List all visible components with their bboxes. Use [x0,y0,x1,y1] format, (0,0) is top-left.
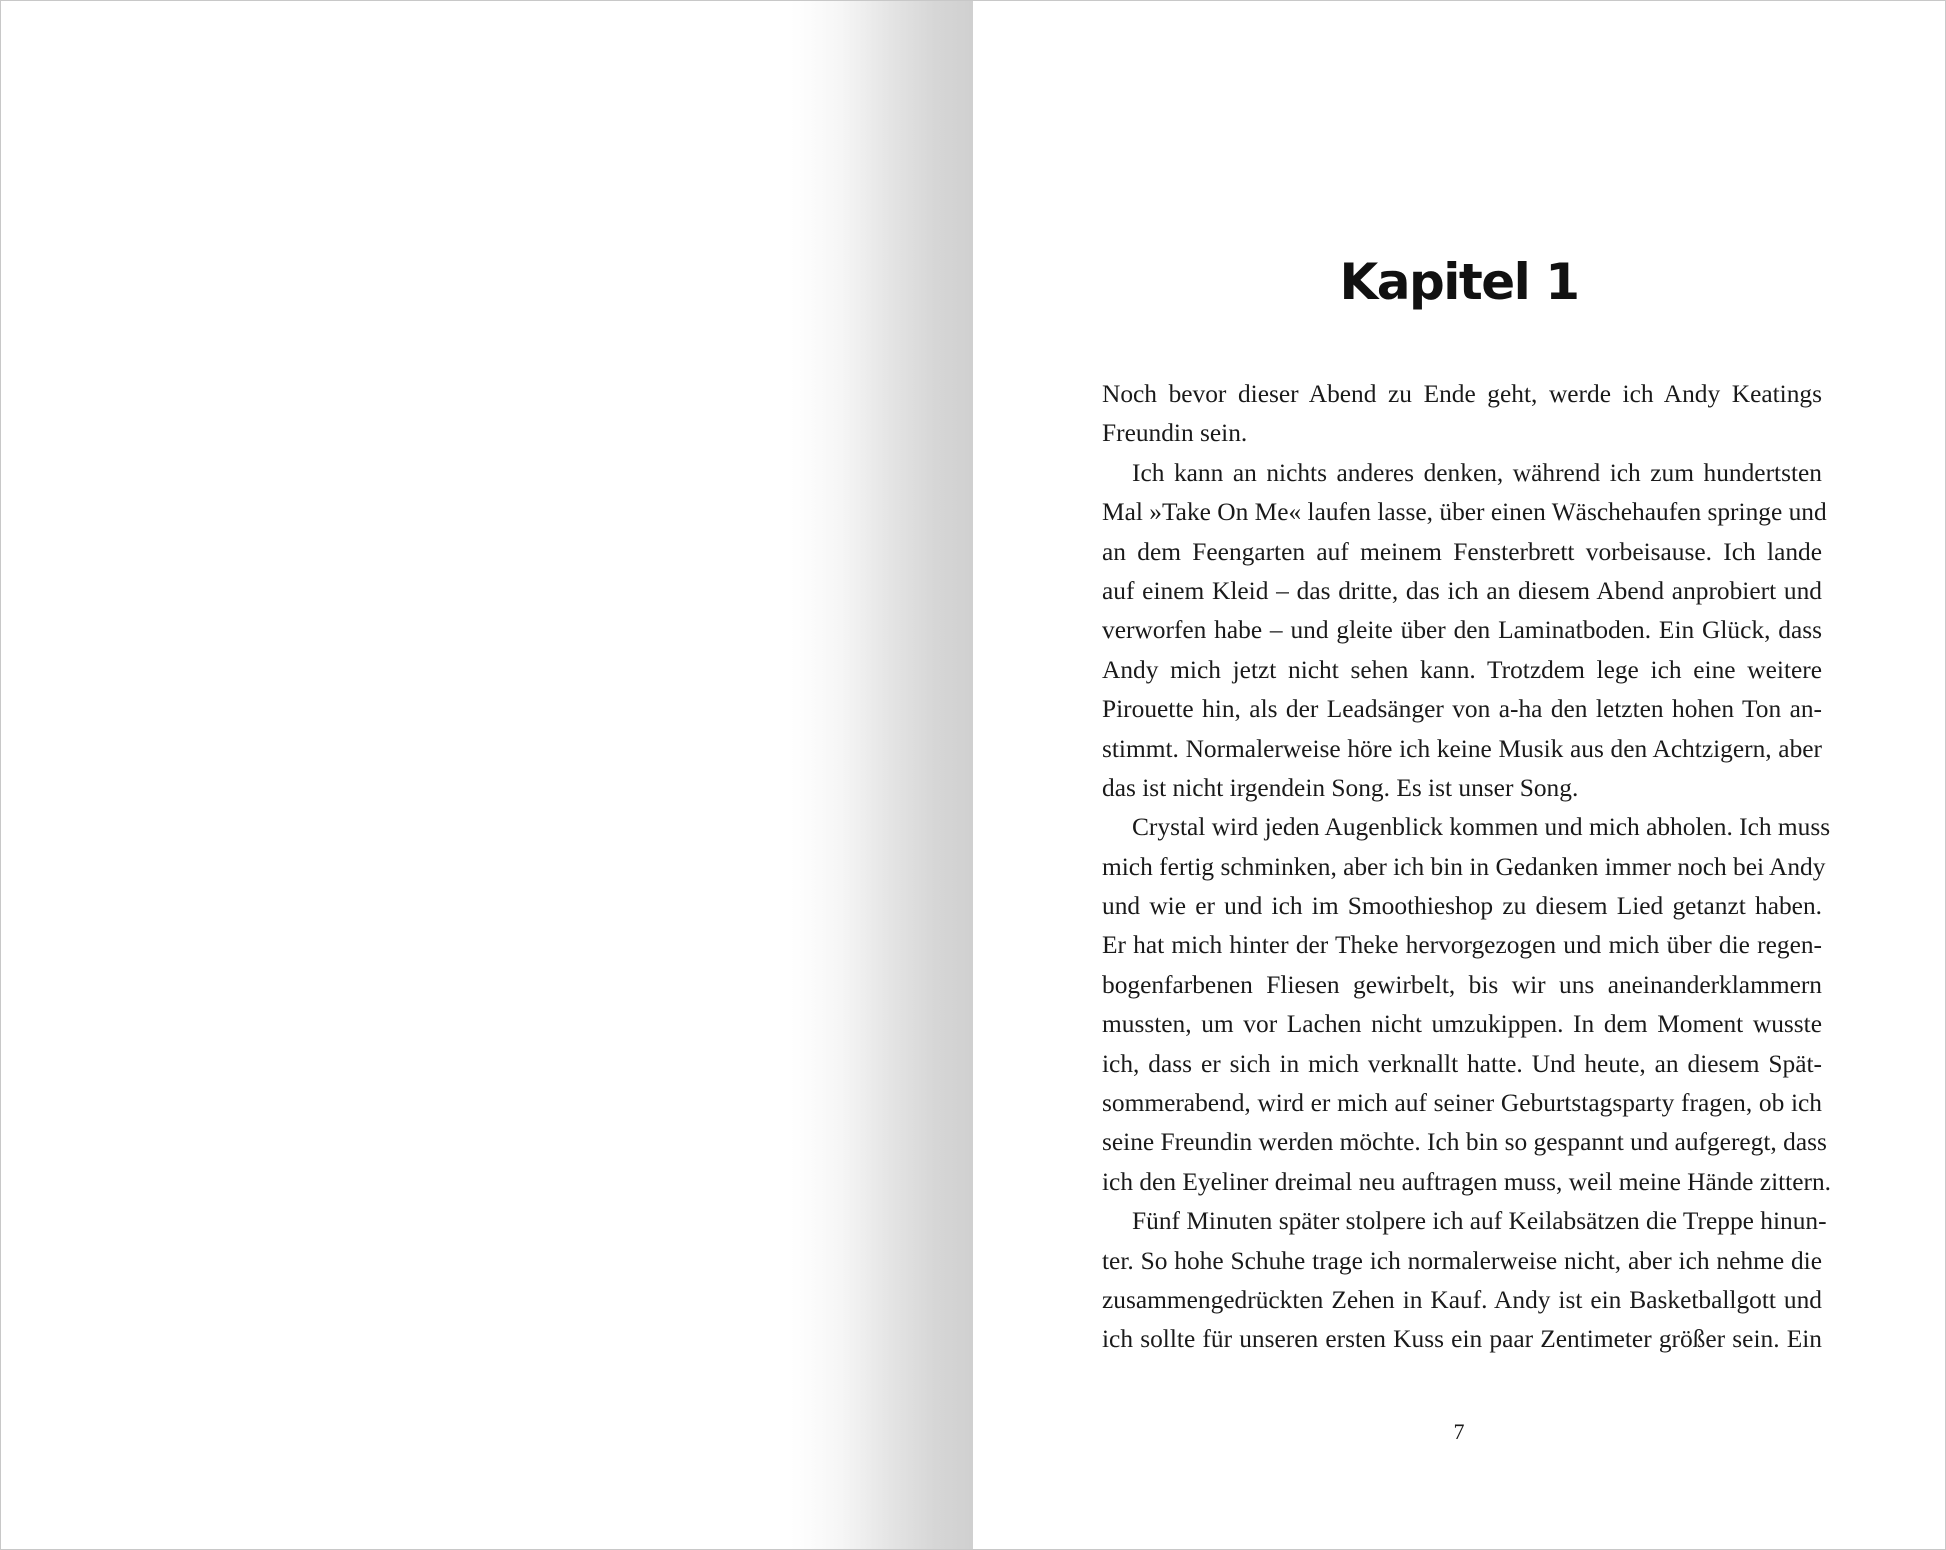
chapter-title: Kapitel 1 [1339,253,1579,311]
text-line: mussten, um vor Lachen nicht umzukippen. In dem Moment wusste [1102,1010,1822,1039]
text-line: ich sollte für unseren ersten Kuss ein paar Zentimeter größer sein. Ein [1102,1325,1822,1354]
text-line: Er hat mich hinter der Theke hervorgezogen und mich über die regen- [1102,931,1822,960]
text-line: und wie er und ich im Smoothieshop zu diesem Lied getanzt haben. [1102,892,1822,921]
text-line: Andy mich jetzt nicht sehen kann. Trotzdem lege ich eine weitere [1102,655,1822,684]
text-line: mich fertig schminken, aber ich bin in Gedanken immer noch bei Andy [1102,852,1826,881]
body-text [1102,375,1832,1360]
text-line: verworfen habe – und gleite über den Laminatboden. Ein Glück, dass [1102,616,1822,645]
text-line: ich, dass er sich in mich verknallt hatte. Und heute, an diesem Spät- [1102,1049,1822,1078]
left-page [1,1,973,1549]
text-line: ich den Eyeliner dreimal neu auftragen muss, weil meine Hände zittern. [1102,1167,1832,1196]
right-page [973,1,1945,1549]
text-line: seine Freundin werden möchte. Ich bin so gespannt und aufgeregt, dass [1102,1128,1827,1157]
text-line: Noch bevor dieser Abend zu Ende geht, werde ich Andy Keatings [1102,380,1822,408]
text-line: Mal »Take On Me« laufen lasse, über einen Wäschehaufen springe und [1102,498,1827,527]
text-line: Fünf Minuten später stolpere ich auf Keilabsätzen die Treppe hinun- [1132,1207,1827,1236]
text-line: an dem Feengarten auf meinem Fensterbrett vorbeisause. Ich lande [1102,537,1822,566]
text-line: Crystal wird jeden Augenblick kommen und mich abholen. Ich muss [1132,813,1831,842]
text-line: stimmt. Normalerweise höre ich keine Musik aus den Achtzigern, aber [1102,734,1822,763]
text-line: sommerabend, wird er mich auf seiner Geburtstagsparty fragen, ob ich [1102,1089,1822,1118]
text-line: auf einem Kleid – das dritte, das ich an diesem Abend anprobiert und [1102,576,1822,605]
page-number: 7 [1453,1419,1465,1444]
text-line: zusammengedrückten Zehen in Kauf. Andy ist ein Basketballgott und [1102,1285,1822,1314]
text-line: Freundin sein. [1102,419,1248,448]
text-line: ter. So hohe Schuhe trage ich normalerweise nicht, aber ich nehme die [1102,1246,1822,1275]
text-line: das ist nicht irgendein Song. Es ist unser Song. [1102,773,1579,802]
text-line: bogenfarbenen Fliesen gewirbelt, bis wir uns aneinanderklammern [1102,970,1822,999]
text-line: Pirouette hin, als der Leadsänger von a-ha den letzten hohen Ton an- [1102,695,1822,724]
text-line: Ich kann an nichts anderes denken, während ich zum hundertsten [1132,458,1822,487]
